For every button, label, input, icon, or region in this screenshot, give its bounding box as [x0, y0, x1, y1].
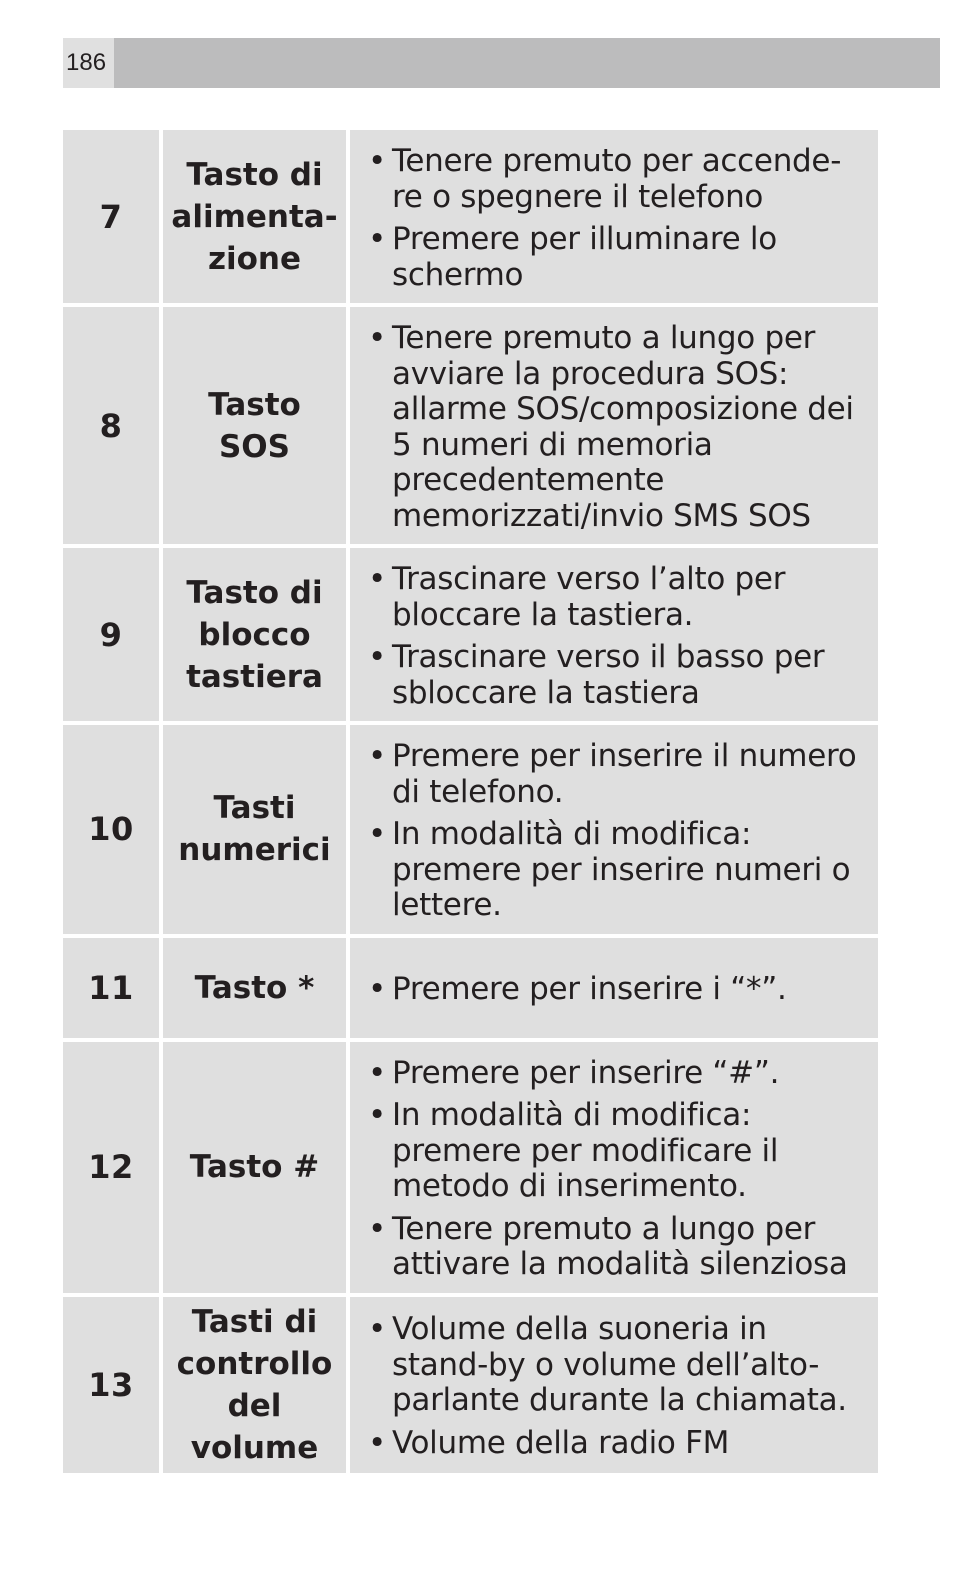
table-row	[63, 307, 878, 544]
description-item: • Tenere premuto a lungo per avviare la procedura SOS: allarme SOS/composizione dei 5 numeri di memoria precedentemente memorizzati/invio SMS SOS	[368, 321, 868, 534]
description-list	[368, 972, 868, 1008]
description-item: • Volume della radio FM	[368, 1426, 868, 1462]
description-item: • In modalità di modifica: premere per inserire numeri o lettere.	[368, 817, 868, 924]
key-number: 7	[63, 130, 159, 303]
page-number: 186	[63, 38, 114, 88]
key-name	[163, 725, 346, 934]
key-functions-table-body	[63, 130, 878, 1473]
page-header-bar	[63, 38, 940, 88]
description-item: • Premere per inserire “#”.	[368, 1056, 868, 1092]
key-name-text: Tasto SOS	[208, 386, 301, 465]
key-description	[350, 725, 878, 934]
table-row	[63, 938, 878, 1038]
description-item: • Trascinare verso il basso per sbloccare la tastiera	[368, 640, 868, 711]
key-functions-table	[59, 126, 882, 1477]
key-name-text: Tasti di controllo del volume	[176, 1303, 333, 1466]
key-name-text: Tasto #	[189, 1149, 320, 1185]
key-name	[163, 938, 346, 1038]
key-name-text: Tasto *	[194, 969, 315, 1006]
table-row	[63, 548, 878, 721]
key-description	[350, 548, 878, 721]
description-list	[368, 1312, 868, 1461]
key-number: 13	[63, 1297, 159, 1473]
key-number: 8	[63, 307, 159, 544]
description-item: • Tenere premuto per accende-re o spegnere il telefono	[368, 144, 868, 215]
description-item: • Volume della suoneria in stand-by o volume dell’alto-parlante durante la chiamata.	[368, 1312, 868, 1419]
key-name	[163, 1042, 346, 1293]
key-description	[350, 130, 878, 303]
description-item: • In modalità di modifica: premere per modificare il metodo di inserimento.	[368, 1098, 868, 1205]
description-list	[368, 144, 868, 293]
description-item: • Premere per inserire il numero di telefono.	[368, 739, 868, 810]
table-row	[63, 1042, 878, 1293]
description-item: • Premere per illuminare lo schermo	[368, 222, 868, 293]
key-number: 10	[63, 725, 159, 934]
description-list	[368, 1056, 868, 1283]
key-name	[163, 1297, 346, 1473]
key-description	[350, 938, 878, 1038]
key-number: 11	[63, 938, 159, 1038]
description-list	[368, 321, 868, 534]
key-description	[350, 1042, 878, 1293]
table-row	[63, 725, 878, 934]
key-name	[163, 548, 346, 721]
key-name-text: Tasto di alimenta- zione	[171, 156, 338, 277]
table-row	[63, 1297, 878, 1473]
description-item: • Trascinare verso l’alto per bloccare la tastiera.	[368, 562, 868, 633]
table-row	[63, 130, 878, 303]
key-name-text: Tasti numerici	[178, 790, 331, 869]
key-name	[163, 130, 346, 303]
key-number: 12	[63, 1042, 159, 1293]
description-list	[368, 562, 868, 711]
key-name-text: Tasto di blocco tastiera	[186, 574, 323, 695]
key-name	[163, 307, 346, 544]
description-item: • Tenere premuto a lungo per attivare la modalità silenziosa	[368, 1212, 868, 1283]
description-list	[368, 739, 868, 924]
key-description	[350, 307, 878, 544]
key-description	[350, 1297, 878, 1473]
key-number: 9	[63, 548, 159, 721]
description-item: • Premere per inserire i “*”.	[368, 972, 868, 1008]
